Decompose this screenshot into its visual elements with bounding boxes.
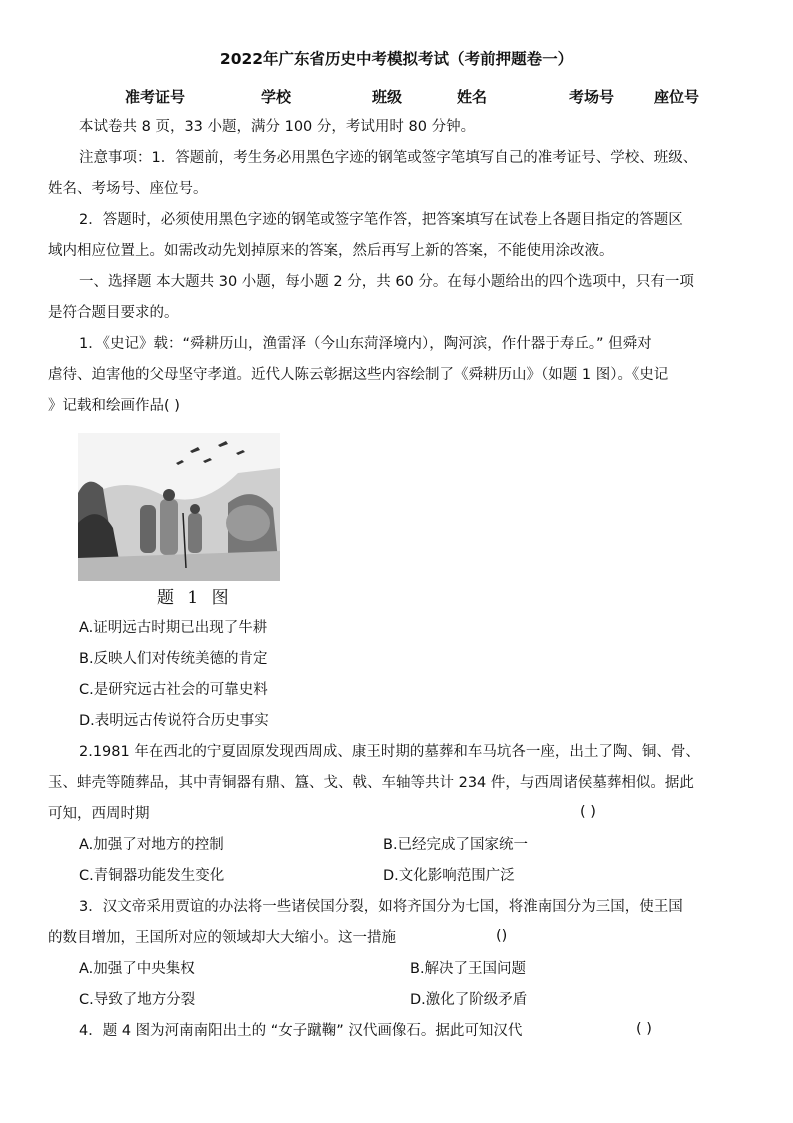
q3-option-b: B.解决了王国问题 [410,961,527,977]
notes-2b: 域内相应位置上。如需改动先划掉原来的答案，然后再写上新的答案，不能使用涂改液。 [48,243,614,259]
school-label: 学校 [261,88,292,106]
q3-option-d: D.激化了阶级矛盾 [410,992,528,1008]
q1-option-b: B.反映人们对传统美德的肯定 [79,651,268,667]
exam-room-label: 考场号 [569,88,615,106]
q2-option-a: A.加强了对地方的控制 [79,837,224,853]
q1-option-d: D.表明远古传说符合历史事实 [79,713,269,729]
q2-answer-blank: ( ) [580,804,596,820]
name-label: 姓名 [457,88,488,106]
q4-answer-blank: ( ) [636,1021,652,1037]
q2-option-b: B.已经完成了国家统一 [383,837,529,853]
q1-stem-b: 虐待、迫害他的父母坚守孝道。近代人陈云彰据这些内容绘制了《舜耕历山》（如题 1 图）。《史记 [48,367,669,383]
section-heading-a: 一、选择题 本大题共 30 小题，每小题 2 分，共 60 分。在每小题给出的四个选项中，只有一项 [79,274,694,290]
q1-figure-caption: 题 1 图 [157,588,233,608]
notes-2a: 2．答题时，必须使用黑色字迹的钢笔或签字笔作答，把答案填写在试卷上各题目指定的答题区 [79,212,683,228]
q1-figure-painting [78,433,280,581]
notes-1b: 姓名、考场号、座位号。 [48,181,208,197]
q4-stem: 4．题 4 图为河南南阳出土的 “女子蹴鞠” 汉代画像石。据此可知汉代 [79,1023,523,1039]
q2-option-c: C.青铜器功能发生变化 [79,868,225,884]
q3-stem-a: 3．汉文帝采用贾谊的办法将一些诸侯国分裂，如将齐国分为七国，将淮南国分为三国，使王国 [79,899,683,915]
q3-answer-blank: () [496,928,508,944]
q2-stem-a: 2.1981 年在西北的宁夏固原发现西周成、康王时期的墓葬和车马坑各一座，出土了陶、铜、骨、 [79,744,700,760]
q2-stem-c: 可知，西周时期 [48,806,150,822]
class-label: 班级 [372,88,403,106]
q2-option-d: D.文化影响范围广泛 [383,868,515,884]
q1-stem-c: 》记载和绘画作品( ) [48,398,180,414]
q1-option-a: A.证明远古时期已出现了牛耕 [79,620,268,636]
notes-1a: 注意事项：1．答题前，考生务必用黑色字迹的钢笔或签字笔填写自己的准考证号、学校、班级、 [79,150,698,166]
q1-option-c: C.是研究远古社会的可靠史料 [79,682,268,698]
seat-number-label: 座位号 [654,88,700,106]
section-heading-b: 是符合题目要求的。 [48,305,179,321]
page-title: 2022年广东省历史中考模拟考试（考前押题卷一） [219,50,574,68]
exam-number-label: 准考证号 [125,88,186,106]
q1-stem-a: 1．《史记》载：“舜耕历山，渔雷泽（今山东菏泽境内），陶河滨，作什器于寿丘。” 但舜对 [79,336,652,352]
q3-option-a: A.加强了中央集权 [79,961,195,977]
q3-option-c: C.导致了地方分裂 [79,992,196,1008]
intro-text: 本试卷共 8 页，33 小题，满分 100 分，考试用时 80 分钟。 [79,119,476,135]
q2-stem-b: 玉、蚌壳等随葬品，其中青铜器有鼎、簋、戈、戟、车轴等共计 234 件，与西周诸侯墓葬相似。据此 [48,775,694,791]
q3-stem-b: 的数目增加，王国所对应的领域却大大缩小。这一措施 [48,930,396,946]
